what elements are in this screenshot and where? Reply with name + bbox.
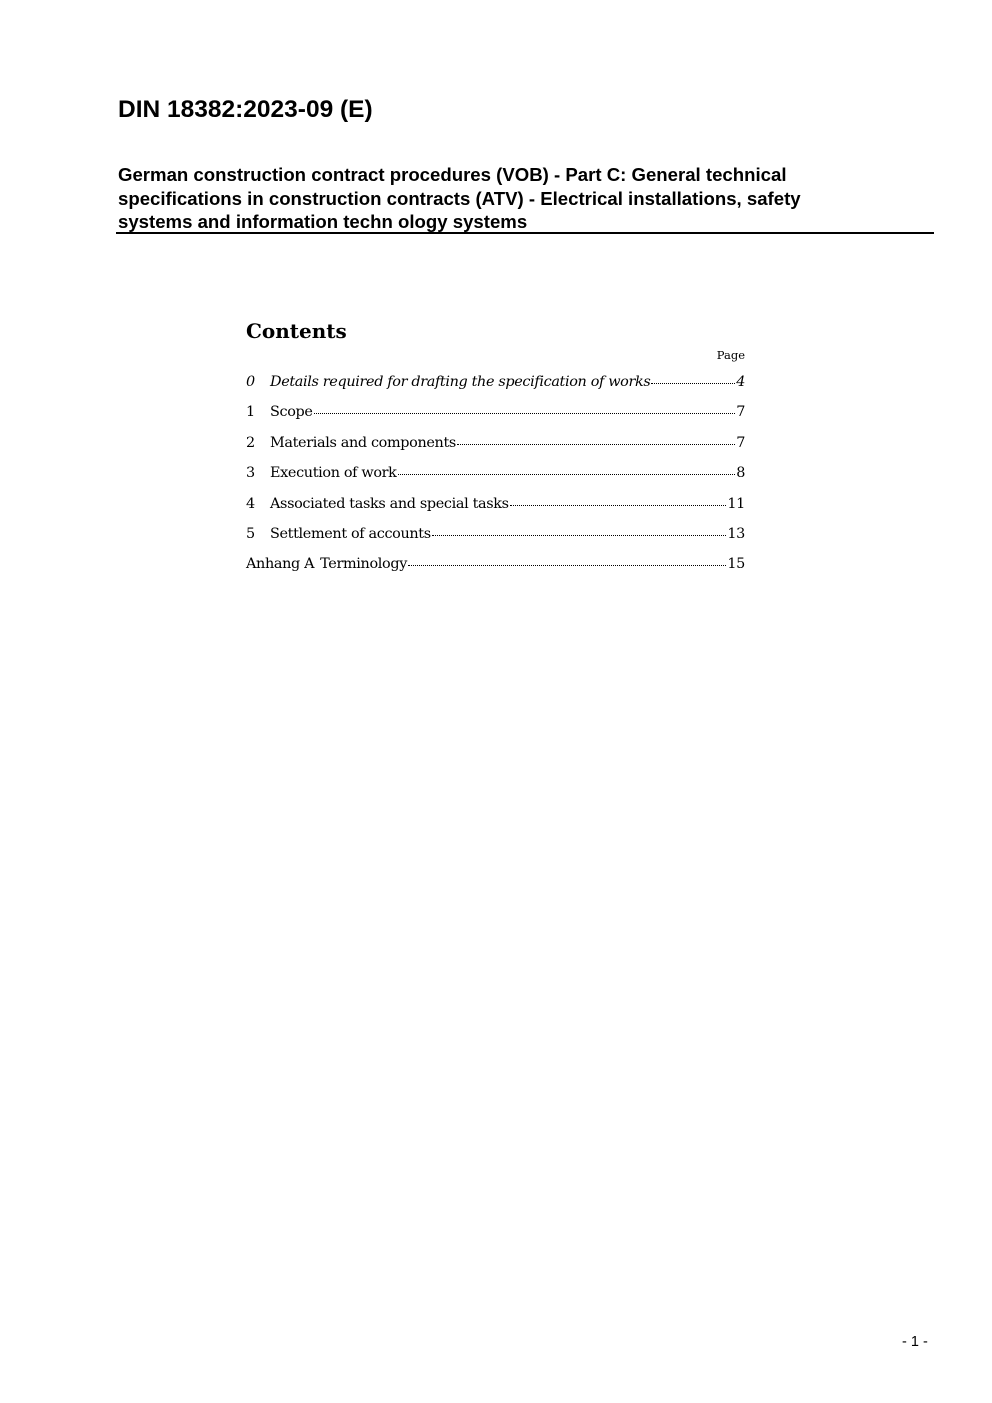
table-of-contents [246, 316, 745, 573]
toc-entry-number: 1 [246, 404, 255, 421]
document-id: DIN 18382:2023-09 (E) [118, 96, 373, 123]
toc-entry-number: 0 [246, 374, 255, 390]
dot-leader [510, 495, 727, 506]
toc-entry-page: 8 [736, 465, 745, 482]
toc-entry-page: 15 [727, 556, 745, 573]
dot-leader [432, 525, 727, 536]
toc-entry-settlement-of-accounts[interactable] [246, 524, 745, 554]
dot-leader [457, 434, 735, 445]
toc-entry-page: 13 [727, 525, 745, 542]
page-column-label: Page [716, 348, 745, 362]
dot-leader [651, 373, 735, 384]
toc-entry-page: 4 [736, 374, 745, 390]
toc-entry-associated-tasks[interactable] [246, 494, 745, 524]
toc-entry-number: 4 [246, 495, 255, 512]
toc-entry-number: Anhang A [246, 556, 315, 573]
toc-entry-label: Associated tasks and special tasks [270, 495, 509, 512]
document-title: German construction contract procedures (VOB) - Part C: General technical specifications in construction contracts (ATV) - Electrical installations, safety systems and information techn ology systems [118, 164, 801, 232]
toc-entry-label: Terminology [320, 556, 407, 573]
toc-entry-label: Scope [270, 404, 313, 421]
toc-entry-label: Details required for drafting the specification of works [270, 374, 651, 390]
toc-entry-number: 2 [246, 434, 255, 451]
toc-entry-label: Settlement of accounts [270, 525, 431, 542]
title-underline-rule [116, 232, 934, 234]
toc-entry-materials-and-components[interactable] [246, 433, 745, 463]
toc-entry-page: 11 [727, 495, 745, 512]
toc-entry-annex-terminology[interactable] [246, 554, 745, 584]
toc-entry-details-required[interactable] [246, 372, 745, 402]
toc-list [246, 372, 745, 585]
dot-leader [398, 464, 736, 475]
toc-entry-label: Materials and components [270, 434, 456, 451]
toc-entry-execution-of-work[interactable] [246, 463, 745, 493]
dot-leader [314, 403, 736, 414]
page-number: - 1 - [902, 1334, 928, 1350]
toc-entry-scope[interactable] [246, 402, 745, 432]
toc-entry-number: 3 [246, 465, 255, 482]
toc-entry-label: Execution of work [270, 465, 397, 482]
toc-entry-page: 7 [736, 404, 745, 421]
contents-heading: Contents [246, 319, 347, 343]
toc-entry-page: 7 [736, 434, 745, 451]
toc-entry-number: 5 [246, 525, 255, 542]
dot-leader [408, 555, 726, 566]
